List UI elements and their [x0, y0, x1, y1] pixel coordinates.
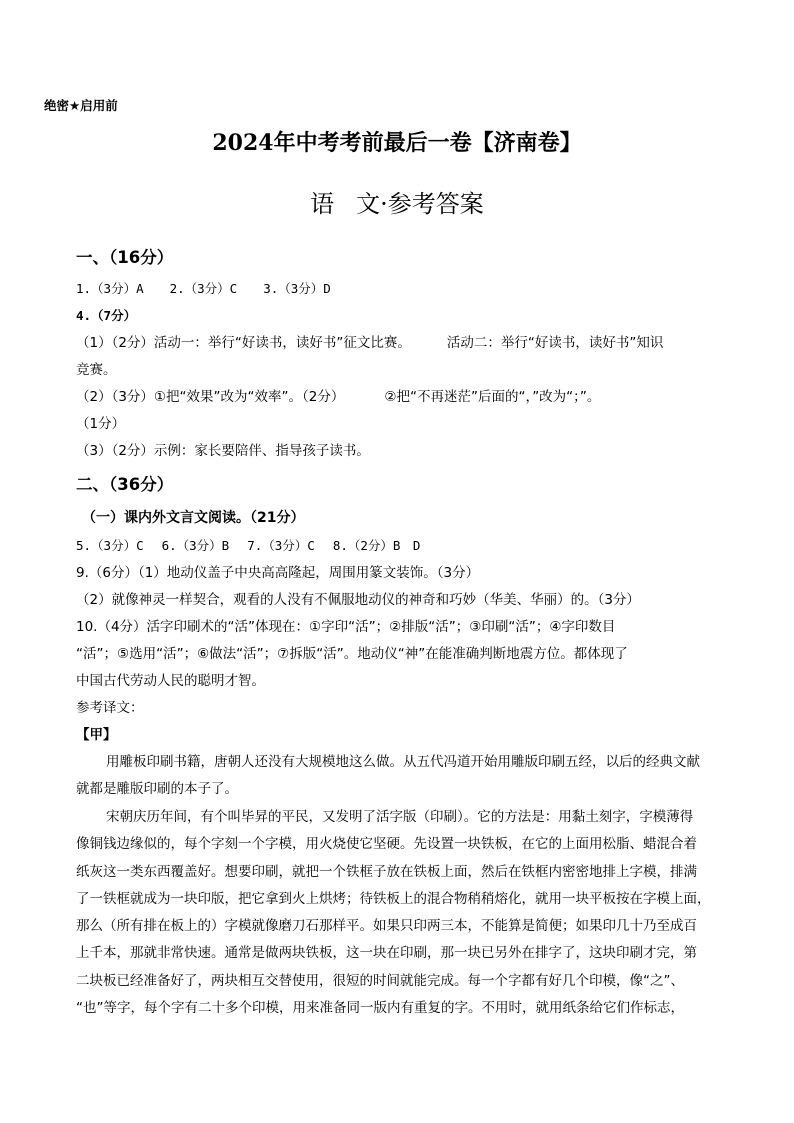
q4-part2-first: （2）（3分）①把“效果”改为“效率”。（2分）: [76, 389, 345, 405]
answer-q2: 2.（3分）C: [169, 281, 238, 296]
paragraph-line: 宋朝庆历年间，有个叫毕昇的平民，又发明了活字版（印刷）。它的方法是：用黏土刻字，字模薄得: [106, 809, 694, 825]
q4-activity-two: 活动二：举行“好读书，读好书”知识: [446, 335, 664, 351]
page-title: 2024年中考考前最后一卷【济南卷】: [212, 130, 582, 156]
paragraph-line: 二块板已经准备好了，两块相互交替使用，很短的时间就能完成。每一个字都有好几个印模，像“之”、: [76, 972, 684, 989]
subsection-1-heading: （一）课内外文言文阅读。（21分）: [82, 510, 305, 526]
translation-label: 参考译文：: [76, 700, 144, 716]
paragraph-line: 纸灰这一类东西覆盖好。想要印刷，就把一个铁框子放在铁板上面，然后在铁框内密密地排上字模，排满: [76, 863, 697, 880]
q4-activity-one: （1）（2分）活动一：举行“好读书，读好书”征文比赛。: [76, 335, 411, 351]
paragraph-line: 了一铁框就成为一块印版，把它拿到火上烘烤；待铁板上的混合物稍稍熔化，就用一块平板按在字模上面，: [76, 890, 711, 907]
secret-mark: 绝密★启用前: [44, 98, 118, 113]
subtitle-answer-key: 文·参考答案: [356, 190, 484, 218]
paragraph-line: 用雕板印刷书籍，唐朝人还没有大规模地这么做。从五代冯道开始用雕版印刷五经，以后的经典文献: [106, 754, 700, 770]
q9-part1: 9.（6分）（1）地动仪盖子中央高高隆起，周围用篆文装饰。（3分）: [76, 565, 480, 581]
answer-q8: 8.（2分）B D: [332, 538, 421, 553]
answer-q7: 7.（3分）C: [247, 538, 315, 553]
answer-q5: 5.（3分）C: [76, 538, 144, 553]
q10-line-3: 中国古代劳动人民的聪明才智。: [76, 673, 265, 689]
answers-5-8: [76, 536, 420, 556]
paragraph-line: 上千本，那就非常快速。通常是做两块铁板，这一块在印刷，那一块已另外在排字了，这块印刷才完，第: [76, 945, 697, 962]
q4-part2-second: ②把“不再迷茫”后面的“，”改为“；”。: [384, 389, 601, 405]
translation-paragraph-2: [76, 804, 724, 1022]
answer-q6: 6.（3分）B: [161, 538, 230, 553]
paragraph-line: 就都是雕版印刷的本子了。: [76, 781, 238, 798]
paragraph-line: 那么（所有排在板上的）字模就像磨刀石那样平。如果只印两三本，不能算是简便；如果印几十乃至成百: [76, 918, 697, 935]
answer-q1: 1.（3分）A: [76, 281, 144, 296]
answers-1-3: [76, 279, 331, 299]
q4-part1: [76, 333, 663, 353]
passage-jia-label: 【甲】: [76, 727, 117, 743]
q4-part3: （3）（2分）示例：家长要陪伴、指导孩子读书。: [76, 443, 370, 459]
section-1-heading: 一、（16分）: [76, 248, 174, 267]
answer-q3: 3.（3分）D: [263, 281, 331, 296]
paragraph-line: “也”等字，每个字有二十多个印模，用来准备同一版内有重复的字。不用时，就用纸条给它们作标志，: [76, 1000, 684, 1017]
paragraph-line: 像铜钱边缘似的，每个字刻一个字模，用火烧使它坚硬。先设置一块铁板，在它的上面用松脂、蜡混合着: [76, 836, 697, 853]
q10-line-1: 10.（4分）活字印刷术的“活”体现在：①字印“活”；②排版“活”；③印刷“活”；④字印数目: [76, 619, 616, 635]
q4-label: 4.（7分）: [76, 308, 137, 323]
q4-part2: [76, 387, 600, 407]
q4-part2-cont: （1分）: [76, 416, 126, 432]
subtitle-subject: 语: [310, 190, 335, 218]
q9-part2: （2）就像神灵一样契合，观看的人没有不佩服地动仪的神奇和巧妙（华美、华丽）的。（3分）: [76, 592, 640, 608]
section-2-heading: 二、（36分）: [76, 475, 174, 494]
page-subtitle: [0, 184, 794, 219]
translation-paragraph-1: [76, 749, 724, 804]
q10-line-2: “活”；⑤选用“活”；⑥做法“活”；⑦拆版“活”。地动仪“神”在能准确判断地震方位。都体现了: [76, 646, 628, 662]
q4-part1-cont: 竞赛。: [76, 362, 117, 378]
